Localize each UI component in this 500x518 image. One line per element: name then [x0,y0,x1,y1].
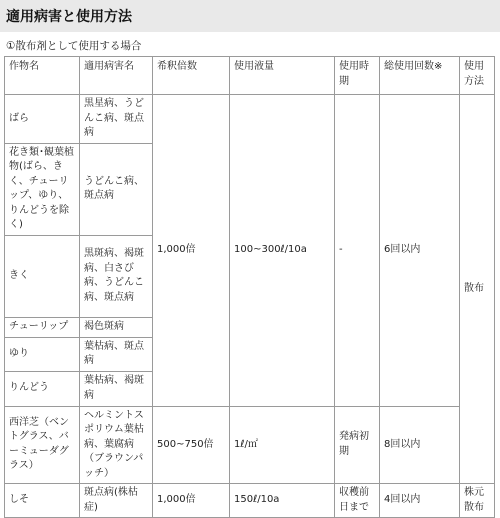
total-cell: 6回以内 [380,95,460,407]
method-cell: 散布 [460,95,495,484]
volume-cell: 1ℓ/㎡ [230,406,335,484]
volume-cell: 100~300ℓ/10a [230,95,335,407]
crop-cell: りんどう [5,371,80,406]
disease-cell: 褐色斑病 [80,317,153,337]
crop-cell: チューリップ [5,317,80,337]
table-row [5,406,495,484]
page-title-bar [0,0,500,32]
dilution-cell: 1,000倍 [153,95,230,407]
volume-cell: 150ℓ/10a [230,484,335,518]
disease-cell: 黒斑病、褐斑病、白さび病、うどんこ病、斑点病 [80,235,153,317]
dilution-cell: 500~750倍 [153,406,230,484]
timing-cell: 収穫前日まで [335,484,380,518]
disease-cell: 黒星病、うどんこ病、斑点病 [80,95,153,144]
header-method: 使用方法 [460,57,495,95]
header-row [5,57,495,95]
header-crop: 作物名 [5,57,80,95]
method-cell: 株元散布 [460,484,495,518]
disease-cell: 葉枯病、斑点病 [80,337,153,371]
disease-cell: うどんこ病、斑点病 [80,143,153,235]
header-volume: 使用液量 [230,57,335,95]
disease-cell: 斑点病(株枯症) [80,484,153,518]
disease-cell: ヘルミントスポリウム葉枯病、葉腐病（ブラウンパッチ） [80,406,153,484]
crop-cell: 西洋芝（ベントグラス、バーミューダグラス） [5,406,80,484]
page-title: 適用病害と使用方法 [6,9,132,25]
crop-cell: しそ [5,484,80,518]
header-dilution: 希釈倍数 [153,57,230,95]
disease-cell: 葉枯病、褐斑病 [80,371,153,406]
timing-cell: - [335,95,380,407]
header-timing: 使用時期 [335,57,380,95]
table-row [5,484,495,518]
timing-cell: 発病初期 [335,406,380,484]
total-cell: 8回以内 [380,406,460,484]
usage-table [4,56,495,518]
dilution-cell: 1,000倍 [153,484,230,518]
crop-cell: ばら [5,95,80,144]
crop-cell: きく [5,235,80,317]
header-total: 総使用回数※ [380,57,460,95]
crop-cell: ゆり [5,337,80,371]
header-disease: 適用病害名 [80,57,153,95]
total-cell: 4回以内 [380,484,460,518]
crop-cell: 花き類･観葉植物(ばら、きく、チューリップ、ゆり、りんどうを除く) [5,143,80,235]
section-title: ①散布剤として使用する場合 [6,40,142,52]
table-row [5,95,495,144]
